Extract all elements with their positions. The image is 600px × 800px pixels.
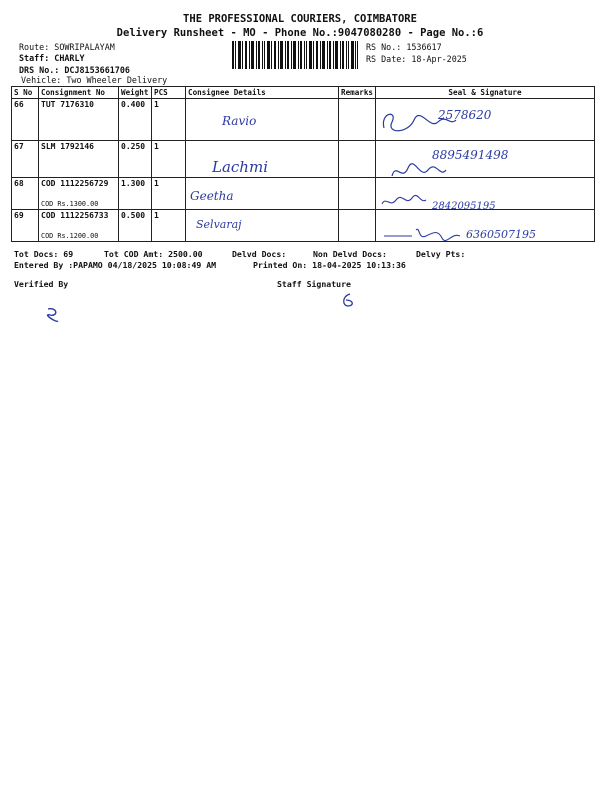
signature-scribble	[380, 192, 428, 212]
vehicle-label: Vehicle: Two Wheeler Delivery	[21, 75, 168, 85]
handwritten-phone-note: 2578620	[438, 108, 492, 122]
row-consignment: SLM 1792146	[39, 141, 119, 178]
company-title: THE PROFESSIONAL COURIERS, COIMBATORE	[183, 13, 417, 25]
staff-label: Staff: CHARLY	[19, 53, 85, 63]
barcode-image	[232, 41, 358, 69]
row-consignee	[186, 99, 339, 141]
total-cod-amount: Tot COD Amt: 2500.00	[104, 249, 203, 259]
header-consignment: Consignment No	[39, 87, 119, 99]
staff-signature-label: Staff Signature	[277, 279, 351, 289]
handwritten-consignee-name: Geetha	[190, 189, 234, 203]
total-docs: Tot Docs: 69	[14, 249, 74, 259]
handwritten-phone-note: 2842095195	[432, 201, 496, 212]
row-pcs: 1	[152, 210, 186, 242]
header-remarks: Remarks	[339, 87, 376, 99]
delivery-points: Delvy Pts:	[416, 249, 466, 259]
verifier-initial-mark	[44, 305, 62, 325]
row-sno: 68	[12, 178, 39, 210]
handwritten-consignee-name: Lachmi	[212, 158, 268, 176]
header-pcs: PCS	[152, 87, 186, 99]
row-weight: 1.300	[119, 178, 152, 210]
runsheet-table	[11, 86, 595, 242]
delivered-docs: Delvd Docs:	[232, 249, 287, 259]
row-pcs: 1	[152, 141, 186, 178]
row-weight: 0.400	[119, 99, 152, 141]
drs-number: DRS No.: DCJ8153661706	[19, 65, 130, 75]
rs-date: RS Date: 18-Apr-2025	[366, 54, 467, 64]
non-delivered-docs: Non Delvd Docs:	[313, 249, 387, 259]
row-remarks	[339, 178, 376, 210]
row-sno: 69	[12, 210, 39, 242]
runsheet-title: Delivery Runsheet - MO - Phone No.:9047080280 - Page No.:6	[116, 27, 484, 39]
signature-scribble	[382, 224, 462, 244]
row-remarks	[339, 99, 376, 141]
header-weight: Weight	[119, 87, 152, 99]
header-signature: Seal & Signature	[376, 87, 595, 99]
handwritten-phone-note: 6360507195	[466, 228, 536, 241]
row-remarks	[339, 210, 376, 242]
table-row	[12, 178, 595, 210]
table-header-row	[12, 87, 595, 99]
consignment-number: COD 1112256729	[41, 179, 109, 188]
staff-initial-mark	[340, 292, 356, 310]
row-pcs: 1	[152, 99, 186, 141]
cod-amount: COD Rs.1200.00	[41, 232, 99, 240]
row-remarks	[339, 141, 376, 178]
table-row	[12, 99, 595, 141]
handwritten-phone-note: 8895491498	[432, 148, 509, 162]
verified-by-label: Verified By	[14, 279, 69, 289]
row-weight: 0.250	[119, 141, 152, 178]
header-sno: S No	[12, 87, 39, 99]
row-sno: 67	[12, 141, 39, 178]
header-consignee: Consignee Details	[186, 87, 339, 99]
consignment-number: COD 1112256733	[41, 211, 109, 220]
rs-number: RS No.: 1536617	[366, 42, 442, 52]
cod-amount: COD Rs.1300.00	[41, 200, 99, 208]
row-sno: 66	[12, 99, 39, 141]
row-consignment	[39, 210, 119, 242]
entered-by: Entered By :PAPAMO 04/18/2025 10:08:49 AM	[14, 260, 217, 270]
signature-scribble	[388, 160, 448, 184]
row-pcs: 1	[152, 178, 186, 210]
row-weight: 0.500	[119, 210, 152, 242]
row-consignment: TUT 7176310	[39, 99, 119, 141]
handwritten-consignee-name: Selvaraj	[196, 218, 242, 231]
row-consignment	[39, 178, 119, 210]
route-label: Route: SOWRIPALAYAM	[19, 42, 115, 52]
printed-on: Printed On: 18-04-2025 10:13:36	[253, 260, 406, 270]
handwritten-consignee-name: Ravio	[222, 114, 257, 128]
